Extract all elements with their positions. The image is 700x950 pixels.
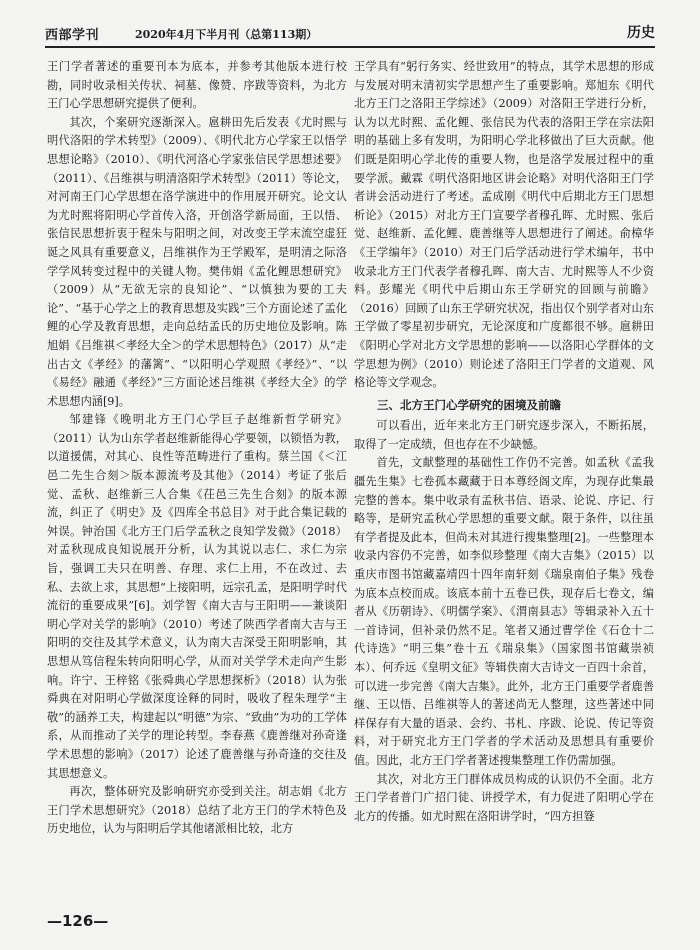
- paragraph: 其次，个案研究逐渐深入。扈耕田先后发表《尤时熙与明代洛阳的学术转型》（2009）、《明代北方心学家王以悟学思想论略》（2010）、《明代河洛心学家张信民学思想述要》（2011）、《吕维祺与明清洛阳学术转型》（2011）等论文，对河南王门心学思想在洛学演进中的作用展开研究。论文认为尤时熙将阳明心学首传入洛，开创洛学新局面，王以悟、张信民思想折衷于程朱与阳明之间，对改变王学末流空虚狂诞之风具有重要意义，吕维祺作为王学殿军，是明清之际洛学学风转变过程中的关键人物。樊伟娟《孟化鲤思想研究》（2009）从“无欲无宗的良知论”、“以慎独为要的工夫论”、“基于心学之上的教育思想及实践”三个方面论述了孟化鲤的心学及教育思想，走向总结孟氏的历史地位及影响。陈旭娟《吕维祺＜孝经大全＞的学术思想特色》（2017）从“走出古文《孝经》的藩篱”、“以阳明心学观照《孝经》”、“以《易经》融通《孝经》”三方面论述吕维祺《孝经大全》的学术思想内涵[9]。: [47, 115, 347, 408]
- paragraph: 邹建锋《晚明北方王门心学巨子赵维新哲学研究》（2011）认为山东学者赵维新能得心学要领，以锁悟为教，以道援儒，对其心、良性等范畴进行了重构。蔡兰国《＜江邑二先生合刻＞版本源流考及其他》（2014）考证了张后觉、孟秋、赵维新三人合集《茌邑三先生合刻》的版本源流，纠正了《明史》及《四库全书总目》对于此合集记载的舛误。钟治国《北方王门后学孟秋之良知学发微》（2018）对孟秋现成良知说展开分析，认为其说以志仁、求仁为宗旨，强调工夫只在明善、存理、求仁上用，不在改过、去私、去欲上求，其思想“上接阳明，远宗孔孟，是阳明学时代流衍的重要成果”[6]。刘学智《南大吉与王阳明——兼谈阳明心学对关学的影响》（2010）考述了陕西学者南大吉与王阳明的交往及其学术意义，认为南大吉深受王阳明影响，其思想从笃信程朱转向阳明心学，从而对关学学术走向产生影响。许宁、王梓铭《张舜典心学思想探析》（2018）认为张舜典在对阳明心学做深度诠释的同时，吸收了程朱理学“主敬”的涵养工夫，构建起以“明德”为宗、“致曲”为功的工学体系，从而推动了关学的理论转型。李春燕《鹿善继对孙奇逢学术思想的影响》（2017）论述了鹿善继与孙奇逢的交往及其思想意义。: [47, 413, 347, 780]
- journal-title: 西部学刊: [45, 28, 100, 43]
- paragraph: 王学具有“躬行务实、经世致用”的特点，其学术思想的形成与发展对明末清初实学思想产生了重要影响。郑旭东《明代北方王门之洛阳王学综述》（2009）对洛阳王学进行分析，认为以尤时熙、孟化鲤、张信民为代表的洛阳王学在宗法阳明的基础上多有发明，为阳明心学北移做出了巨大贡献。他们既是阳明心学北传的重要人物，也是洛学发展过程中的重要学派。戴霖《明代洛阳地区讲会论略》对明代洛阳王门学者讲会活动进行了考述。孟成刚《明代中后期北方王门思想析论》（2015）对北方王门宣要学者穆孔晖、尤时熙、张后觉、赵维新、孟化鲤、鹿善继等人思想进行了阐述。俞樟华《王学编年》（2010）对王门后学活动进行学术编年，书中收录北方王门代表学者穆孔晖、南大吉、尤时熙等人不少资料。彭耀光《明代中后期山东王学研究的回顾与前瞻》（2016）回顾了山东王学研究状况，指出仅个别学者对山东王学做了零星初步研究，无论深度和广度都很不够。扈耕田《阳明心学对北方文学思想的影响——以洛阳心学群体的文学思想为例》（2010）则论述了洛阳王门学者的文道观、风格论等文学观念。: [354, 60, 654, 390]
- issue-info: 2020年4月下半月刊（总第113期）: [135, 28, 318, 41]
- left-column: [47, 58, 347, 839]
- page-header: [45, 20, 655, 48]
- paragraph: 首先，文献整理的基础性工作仍不完善。如孟秋《孟我疆先生集》七卷孤本藏藏于日本尊经阁文库，为现存此集最完整的善本。集中收录有孟秋书信、语录、论说、序记、行略等，是研究孟秋心学思想的重要文献。限于条件，以往虽有学者提及此本，但尚未对其进行搜集整理[2]。一些整理本收录内容仍不完善，如李似珍整理《南大吉集》（2015）以重庆市图书馆藏嘉靖四十四年南轩刻《瑞泉南伯子集》残卷为底本点校而成。该底本前十五卷已佚，现存后七卷文，编者从《历朝诗》、《明儒学案》、《渭南县志》等辑录补入五十一首诗词，但补录仍然不足。笔者又通过曹学佺《石仓十二代诗选》“明三集”卷十五《瑞泉集》（国家图书馆藏崇祯本）、何乔远《皇明文征》等辑佚南大吉诗文一百四十余首，可以进一步完善《南大吉集》。此外，北方王门重要学者鹿善继、王以悟、吕维祺等人的著述尚无人整理，这些著述中同样保存有大量的语录、会约、书札、序跋、论说、传记等资料，对于研究北方王门学者的学术活动及思想具有重要价值。因此，北方王门学者著述搜集整理工作仍需加强。: [354, 456, 654, 767]
- paragraph: 其次，对北方王门群体成员构成的认识仍不全面。北方王门学者普门广招门徒、讲授学术，有力促进了阳明心学在北方的传播。如尤时熙在洛阳讲学时，“四方担簦: [354, 772, 654, 823]
- paragraph: 王门学者著述的重要刊本为底本，并参考其他版本进行校勘，同时收录相关传状、祠墓、像赞、序跋等资料，为北方王门心学思想研究提供了便利。: [47, 60, 347, 111]
- paragraph: 可以看出，近年来北方王门研究逐步深入，不断拓展，取得了一定成绩，但也存在不少缺憾。: [354, 419, 654, 451]
- paragraph: 再次，整体研究及影响研究亦受到关注。胡志娟《北方王门学术思想研究》（2018）总结了北方王门的学术特色及历史地位，认为与阳明后学其他诸派相比较，北方: [47, 785, 347, 836]
- section-heading: 三、北方王门心学研究的困境及前瞻: [377, 397, 561, 412]
- page-number: —126—: [47, 912, 109, 930]
- section-label: 历史: [627, 25, 655, 41]
- right-column: [354, 58, 654, 826]
